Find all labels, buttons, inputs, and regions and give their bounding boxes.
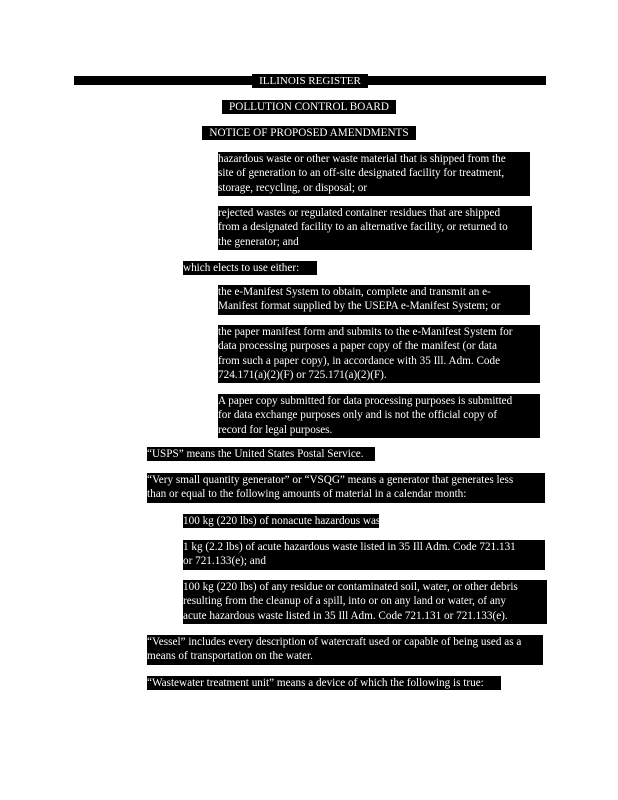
notice-title: NOTICE OF PROPOSED AMENDMENTS (202, 126, 416, 140)
paragraph-b10: 1 kg (2.2 lbs) of acute hazardous waste listed in 35 Ill Adm. Code 721.131 or 721.133(e); and (183, 540, 545, 570)
paragraph-b1: hazardous waste or other waste material that is shipped from the site of generation to an off-site designated facility for treatment, storage, recycling, or disposal; or (218, 152, 530, 196)
paragraph-b11: 100 kg (220 lbs) of any residue or contaminated soil, water, or other debris resulting from the cleanup of a spill, into or on any land or water, of any acute hazardous waste listed in 35 Ill Adm. Code 721.131 or 721.133(e). (183, 580, 547, 624)
paragraph-b8: “Very small quantity generator” or “VSQG” means a generator that generates less than or equal to the following amounts of material in a calendar month: (147, 473, 545, 503)
register-title: ILLINOIS REGISTER (252, 74, 368, 88)
paragraph-b2: rejected wastes or regulated container residues that are shipped from a designated facility to an alternative facility, or returned to the generator; and (218, 206, 532, 250)
paragraph-b3: which elects to use either: (183, 261, 317, 275)
paragraph-b6: A paper copy submitted for data processing purposes is submitted for data exchange purposes only and is not the official copy of record for legal purposes. (218, 394, 540, 438)
paragraph-b7: “USPS” means the United States Postal Service. (147, 447, 375, 461)
paragraph-b9: 100 kg (220 lbs) of nonacute hazardous waste; (183, 515, 392, 527)
paragraph-b4: the e-Manifest System to obtain, complete and transmit an e- Manifest format supplied by the USEPA e-Manifest System; or (218, 285, 530, 315)
board-title: POLLUTION CONTROL BOARD (222, 100, 396, 114)
paragraph-b13: “Wastewater treatment unit” means a device of which the following is true: (147, 676, 501, 690)
paragraph-b5: the paper manifest form and submits to the e-Manifest System for data processing purposes a paper copy of the manifest (or data from such a paper copy), in accordance with 35 Ill. Adm. Code 724.171(a)(2)(F) or 725.171(a)(2)(F). (218, 325, 540, 383)
paragraph-b12: “Vessel” includes every description of watercraft used or capable of being used as a means of transportation on the water. (147, 635, 543, 665)
